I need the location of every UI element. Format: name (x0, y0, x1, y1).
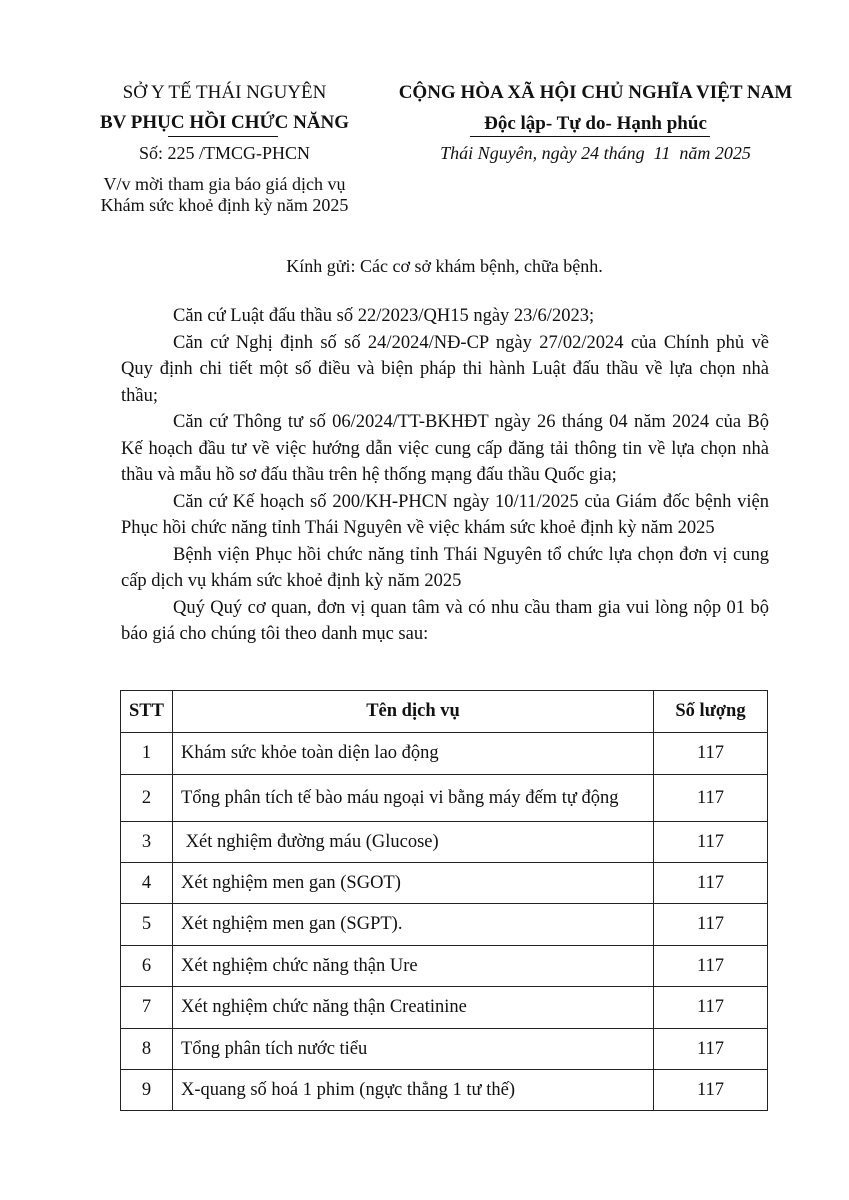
row-quantity: 117 (654, 733, 768, 775)
body-text (121, 303, 769, 648)
subject-line-2: Khám sức khoẻ định kỳ năm 2025 (100, 195, 349, 215)
paragraph-request: Quý Quý cơ quan, đơn vị quan tâm và có nhu cầu tham gia vui lòng nộp 01 bộ báo giá cho chúng tôi theo danh mục sau: (121, 597, 769, 644)
row-service-name: Tổng phân tích tế bào máu ngoại vi bằng máy đếm tự động (173, 775, 654, 822)
paragraph-decree: Căn cứ Nghị định số số 24/2024/NĐ-CP ngày 27/02/2024 của Chính phủ về Quy định chi tiết một số điều và biện pháp thi hành Luật đấu thầu về lựa chọn nhà thầu; (121, 332, 769, 406)
national-motto: Độc lập- Tự do- Hạnh phúc (484, 113, 707, 134)
table-row (121, 1070, 768, 1111)
service-table (120, 690, 768, 1111)
header-stt: STT (121, 691, 173, 733)
row-quantity: 117 (654, 1070, 768, 1111)
table-row (121, 822, 768, 863)
recipient: Kính gửi: Các cơ sở khám bệnh, chữa bệnh. (286, 256, 603, 276)
table-row (121, 1029, 768, 1070)
row-stt: 9 (121, 1070, 173, 1111)
row-quantity: 117 (654, 822, 768, 863)
table-row (121, 946, 768, 987)
row-service-name: Xét nghiệm chức năng thận Creatinine (173, 987, 654, 1029)
row-stt: 3 (121, 822, 173, 863)
paragraph-plan: Căn cứ Kế hoạch số 200/KH-PHCN ngày 10/11/2025 của Giám đốc bệnh viện Phục hồi chức năng tỉnh Thái Nguyên về việc khám sức khoẻ định kỳ năm 2025 (121, 491, 769, 538)
row-stt: 4 (121, 863, 173, 904)
row-service-name: Khám sức khỏe toàn diện lao động (173, 733, 654, 775)
row-quantity: 117 (654, 1029, 768, 1070)
row-stt: 8 (121, 1029, 173, 1070)
subject-line-1: V/v mời tham gia báo giá dịch vụ (103, 174, 346, 194)
header-service-name: Tên dịch vụ (173, 691, 654, 733)
agency-name: SỞ Y TẾ THÁI NGUYÊN (122, 82, 327, 103)
header-quantity: Số lượng (654, 691, 768, 733)
row-service-name: X-quang số hoá 1 phim (ngực thẳng 1 tư thế) (173, 1070, 654, 1111)
paragraph-circular: Căn cứ Thông tư số 06/2024/TT-BKHĐT ngày 26 tháng 04 năm 2024 của Bộ Kế hoạch đầu tư về việc hướng dẫn việc cung cấp đăng tải thông tin về lựa chọn nhà thầu và mẫu hồ sơ đấu thầu trên hệ thống mạng đấu thầu Quốc gia; (121, 412, 769, 485)
table-row (121, 775, 768, 822)
row-stt: 5 (121, 904, 173, 946)
hospital-name: BV PHỤC HỒI CHỨC NĂNG (99, 112, 350, 133)
hospital-name-underline (168, 136, 278, 137)
row-quantity: 117 (654, 863, 768, 904)
row-service-name: Tổng phân tích nước tiểu (173, 1029, 654, 1070)
document-number: Số: 225 /TMCG-PHCN (138, 143, 311, 163)
row-service-name: Xét nghiệm men gan (SGPT). (173, 904, 654, 946)
motto-underline (470, 136, 710, 137)
paragraph-law: Căn cứ Luật đấu thầu số 22/2023/QH15 ngày 23/6/2023; (173, 306, 595, 326)
table-row (121, 733, 768, 775)
row-service-name: Xét nghiệm đường máu (Glucose) (173, 822, 654, 863)
row-quantity: 117 (654, 987, 768, 1029)
row-service-name: Xét nghiệm chức năng thận Ure (173, 946, 654, 987)
table-row (121, 987, 768, 1029)
table-row (121, 863, 768, 904)
table-header-row (121, 691, 768, 733)
row-service-name: Xét nghiệm men gan (SGOT) (173, 863, 654, 904)
row-quantity: 117 (654, 775, 768, 822)
national-title: CỘNG HÒA XÃ HỘI CHỦ NGHĨA VIỆT NAM (398, 82, 793, 103)
table-row (121, 904, 768, 946)
row-stt: 7 (121, 987, 173, 1029)
paragraph-hospital: Bệnh viện Phục hồi chức năng tỉnh Thái Nguyên tổ chức lựa chọn đơn vị cung cấp dịch vụ khám sức khoẻ định kỳ năm 2025 (121, 544, 769, 591)
row-stt: 1 (121, 733, 173, 775)
row-quantity: 117 (654, 946, 768, 987)
row-quantity: 117 (654, 904, 768, 946)
row-stt: 6 (121, 946, 173, 987)
row-stt: 2 (121, 775, 173, 822)
place-date: Thái Nguyên, ngày 24 tháng 11 năm 2025 (440, 143, 751, 163)
